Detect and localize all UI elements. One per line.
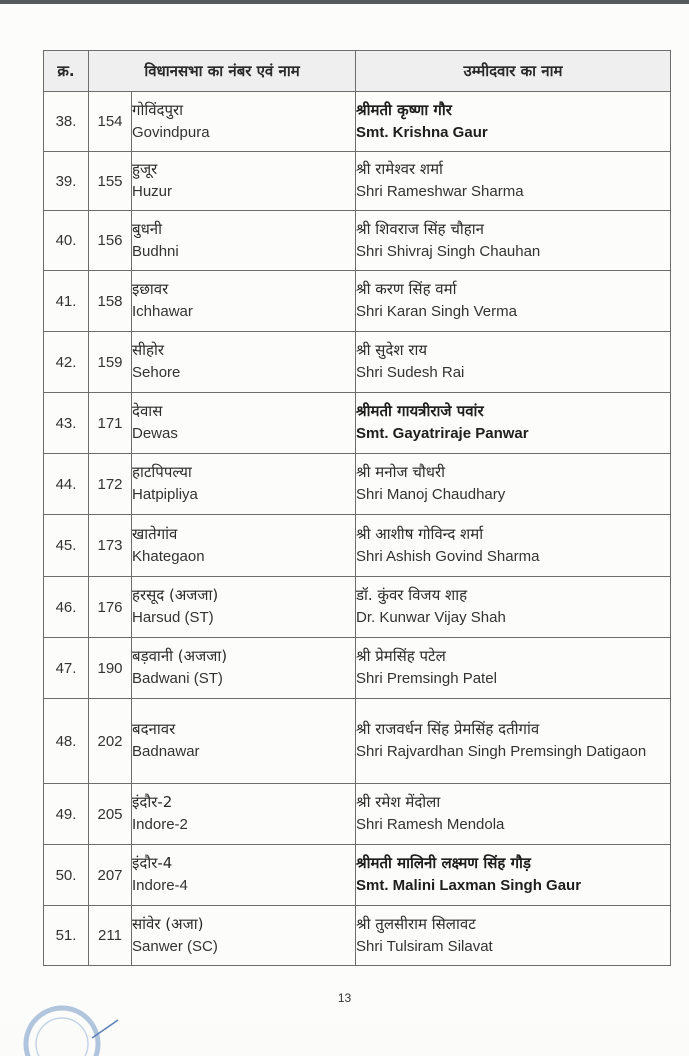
candidate-name-english: Shri Rameshwar Sharma xyxy=(356,183,524,200)
constituency-name-english: Govindpura xyxy=(132,123,210,141)
candidate-name xyxy=(356,393,671,454)
constituency-name-hindi: हरसूद (अजजा) xyxy=(132,586,219,604)
table-row xyxy=(44,699,671,784)
serial-number: 49. xyxy=(44,784,89,845)
table-row xyxy=(44,515,671,577)
candidate-name-hindi: श्री आशीष गोविन्द शर्मा xyxy=(356,524,484,543)
candidate-name-hindi: डॉ. कुंवर विजय शाह xyxy=(356,586,468,604)
serial-number: 50. xyxy=(44,845,89,906)
constituency-name xyxy=(132,454,356,515)
constituency-name-english: Khategaon xyxy=(132,547,205,565)
constituency-name-hindi: हुजूर xyxy=(132,160,158,178)
constituency-name xyxy=(132,393,356,454)
candidate-name-english: Smt. Malini Laxman Singh Gaur xyxy=(356,877,582,894)
candidate-name xyxy=(356,699,671,784)
header-constituency: विधानसभा का नंबर एवं नाम xyxy=(89,51,356,92)
constituency-number: 156 xyxy=(89,211,132,271)
serial-number: 48. xyxy=(44,699,89,784)
candidate-name-hindi: श्री रमेश मेंदोला xyxy=(356,793,441,811)
serial-number: 38. xyxy=(44,92,89,152)
constituency-number: 211 xyxy=(89,906,132,966)
table-header-row xyxy=(44,51,671,92)
serial-number: 41. xyxy=(44,271,89,332)
constituency-number: 207 xyxy=(89,845,132,906)
candidate-name-hindi: श्री मनोज चौधरी xyxy=(356,463,446,481)
constituency-name-english: Ichhawar xyxy=(132,303,193,320)
constituency-name-hindi: बदनावर xyxy=(132,720,176,738)
candidate-name-english: Shri Karan Singh Verma xyxy=(356,303,517,320)
candidate-name xyxy=(356,211,671,271)
party-seal-stamp-icon xyxy=(22,996,122,1056)
constituency-number: 176 xyxy=(89,577,132,638)
constituency-name xyxy=(132,845,356,906)
constituency-number: 158 xyxy=(89,271,132,332)
constituency-name-english: Harsud (ST) xyxy=(132,609,214,626)
candidate-name-english: Shri Tulsiram Silavat xyxy=(356,937,493,955)
constituency-name-hindi: हाटपिपल्या xyxy=(132,463,192,481)
constituency-name-english: Badwani (ST) xyxy=(132,670,223,687)
candidate-name-english: Dr. Kunwar Vijay Shah xyxy=(356,609,506,626)
constituency-name xyxy=(132,152,356,211)
serial-number: 40. xyxy=(44,211,89,271)
candidate-name xyxy=(356,515,671,577)
constituency-number: 154 xyxy=(89,92,132,152)
constituency-name-english: Sanwer (SC) xyxy=(132,937,218,955)
candidate-name-english: Shri Ashish Govind Sharma xyxy=(356,547,540,565)
candidate-name-english: Shri Rajvardhan Singh Premsingh Datigaon xyxy=(356,743,647,760)
table-row xyxy=(44,393,671,454)
constituency-name-hindi: सांवेर (अजा) xyxy=(132,914,204,933)
constituency-name xyxy=(132,332,356,393)
candidate-name-hindi: श्रीमती मालिनी लक्ष्मण सिंह गौड़ xyxy=(356,854,531,872)
constituency-name-hindi: सीहोर xyxy=(132,341,165,359)
constituency-number: 159 xyxy=(89,332,132,393)
constituency-number: 205 xyxy=(89,784,132,845)
table-row xyxy=(44,152,671,211)
constituency-name-hindi: गोविंदपुरा xyxy=(132,100,184,119)
candidate-name xyxy=(356,152,671,211)
constituency-name-english: Badnawar xyxy=(132,743,200,760)
constituency-name-english: Dewas xyxy=(132,425,178,442)
constituency-number: 171 xyxy=(89,393,132,454)
table-row xyxy=(44,92,671,152)
constituency-name-hindi: इंदौर-2 xyxy=(132,793,173,811)
table-row xyxy=(44,906,671,966)
candidate-name xyxy=(356,577,671,638)
candidate-name-hindi: श्रीमती गायत्रीराजे पवांर xyxy=(356,402,484,420)
candidate-name-english: Smt. Gayatriraje Panwar xyxy=(356,425,529,442)
constituency-name-english: Hatpipliya xyxy=(132,486,198,503)
candidate-name-english: Shri Ramesh Mendola xyxy=(356,816,505,833)
candidate-name-hindi: श्री प्रेमसिंह पटेल xyxy=(356,647,446,665)
constituency-name xyxy=(132,784,356,845)
page-number: 13 xyxy=(337,991,352,1005)
constituency-number: 173 xyxy=(89,515,132,577)
candidate-name-english: Shri Sudesh Rai xyxy=(356,364,465,381)
candidate-name-hindi: श्री रामेश्वर शर्मा xyxy=(356,160,443,178)
serial-number: 47. xyxy=(44,638,89,699)
serial-number: 43. xyxy=(44,393,89,454)
candidate-name-english: Shri Premsingh Patel xyxy=(356,670,497,687)
candidate-name xyxy=(356,271,671,332)
constituency-name-english: Indore-4 xyxy=(132,877,188,894)
constituency-name xyxy=(132,515,356,577)
constituency-name xyxy=(132,271,356,332)
table-row xyxy=(44,211,671,271)
candidate-name xyxy=(356,454,671,515)
header-serial: क्र. xyxy=(44,51,89,92)
constituency-name-hindi: खातेगांव xyxy=(132,524,178,543)
candidate-name-english: Shri Shivraj Singh Chauhan xyxy=(356,242,541,260)
constituency-name-english: Budhni xyxy=(132,242,179,260)
constituency-name-hindi: इछावर xyxy=(132,280,169,298)
constituency-number: 155 xyxy=(89,152,132,211)
candidate-name xyxy=(356,845,671,906)
serial-number: 46. xyxy=(44,577,89,638)
table-row xyxy=(44,784,671,845)
constituency-name-english: Indore-2 xyxy=(132,816,188,833)
constituency-name xyxy=(132,906,356,966)
serial-number: 51. xyxy=(44,906,89,966)
candidate-name-english: Shri Manoj Chaudhary xyxy=(356,486,506,503)
candidate-list-table xyxy=(43,50,671,966)
candidate-name-hindi: श्री तुलसीराम सिलावट xyxy=(356,914,476,933)
constituency-name xyxy=(132,577,356,638)
table-row xyxy=(44,577,671,638)
header-candidate: उम्मीदवार का नाम xyxy=(356,51,671,92)
constituency-name xyxy=(132,211,356,271)
constituency-number: 190 xyxy=(89,638,132,699)
candidate-name-hindi: श्री करण सिंह वर्मा xyxy=(356,280,457,298)
candidate-name xyxy=(356,906,671,966)
constituency-name-hindi: बड़वानी (अजजा) xyxy=(132,647,228,665)
constituency-name xyxy=(132,699,356,784)
constituency-name xyxy=(132,638,356,699)
candidate-name xyxy=(356,638,671,699)
constituency-number: 202 xyxy=(89,699,132,784)
constituency-number: 172 xyxy=(89,454,132,515)
table-row xyxy=(44,454,671,515)
constituency-name-english: Huzur xyxy=(132,183,173,200)
candidate-name-english: Smt. Krishna Gaur xyxy=(356,123,488,141)
serial-number: 39. xyxy=(44,152,89,211)
serial-number: 45. xyxy=(44,515,89,577)
table-row xyxy=(44,845,671,906)
table-row xyxy=(44,271,671,332)
serial-number: 42. xyxy=(44,332,89,393)
constituency-name xyxy=(132,92,356,152)
candidate-name-hindi: श्री शिवराज सिंह चौहान xyxy=(356,219,484,238)
serial-number: 44. xyxy=(44,454,89,515)
table-row xyxy=(44,638,671,699)
constituency-name-hindi: देवास xyxy=(132,402,163,420)
constituency-name-hindi: बुधनी xyxy=(132,219,163,238)
candidate-name-hindi: श्रीमती कृष्णा गौर xyxy=(356,100,452,119)
constituency-name-english: Sehore xyxy=(132,364,181,381)
table-row xyxy=(44,332,671,393)
candidate-name xyxy=(356,332,671,393)
candidate-name-hindi: श्री राजवर्धन सिंह प्रेमसिंह दतीगांव xyxy=(356,720,540,738)
candidate-name-hindi: श्री सुदेश राय xyxy=(356,341,428,359)
candidate-name xyxy=(356,784,671,845)
constituency-name-hindi: इंदौर-4 xyxy=(132,854,173,872)
candidate-name xyxy=(356,92,671,152)
